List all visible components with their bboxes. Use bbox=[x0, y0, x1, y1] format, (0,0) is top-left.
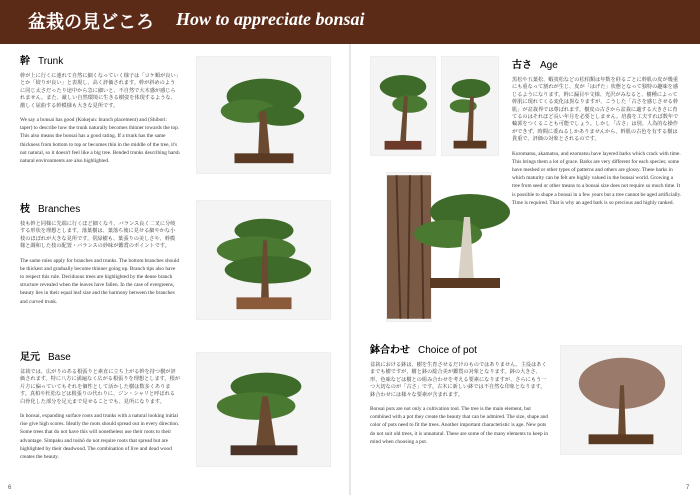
age-title-en: Age bbox=[540, 60, 558, 71]
bonsai-tall-illustration bbox=[371, 57, 435, 155]
trunk-title bbox=[20, 56, 180, 68]
bonsai-trunk-illustration bbox=[197, 57, 330, 173]
bonsai-photo-base bbox=[196, 352, 331, 467]
pot-title-jp: 鉢合わせ bbox=[370, 345, 410, 356]
age-jp-text: 黒松や五葉松、蝦夷松などの松柏類は年数を経るごとに幹肌の皮が幾重にも重なって割れが生じ、皮が「はげた」状態となって独特の趣味を感じるようになります。幹に漏目や文様、光沢がみなると、樹種によって幹肌に現れてくる変化は異なりますが、こうした「古さを感じさせる幹肌」が盆栽界では尊ばれます。樹皮の古さから盆栽に適する大きさに育てるのはそれほど長い年月を必要としません。培養を工夫すれば数年で輪郭をつくることも可能でしょう。しかし「古さ」は別。人為的な操作ができず、時間に委ねるしかありませんから、幹肌の古色を有する樹は貴重で、評価の対象とされるのです。 bbox=[512, 77, 679, 143]
bonsai-photo-pot bbox=[560, 345, 682, 455]
page-header bbox=[0, 0, 700, 44]
age-en-text: Kuromatsu, akamatsu, and ezomatsu have layered barks which crack with time. This brings them a lot of grace. Barks are very different for each species; some have meshed or other types of patterns and others are glossy. These barks in which maturity can be felt are highly valued in the bonsai world. Growing a tree from seed or other means to a bonsai size does not require so much time. It is possible to shape a bonsai in a few years but a tree cannot be aged artificially. Time is required. That is why an aged bark is so precious and highly ranked. bbox=[512, 150, 682, 206]
bonsai-photo-branches bbox=[196, 200, 331, 320]
header-title-jp: 盆栽の見どころ bbox=[28, 12, 154, 33]
branches-title-en: Branches bbox=[38, 204, 81, 215]
base-title bbox=[20, 352, 180, 364]
bonsai-base-illustration bbox=[197, 353, 330, 466]
bonsai-photo-age bbox=[441, 56, 499, 156]
trunk-en-text: We say a bonsai has good (Kokejun: branch placement) and (Shibori: taper) to describe how the trunk naturally becomes thinner towards the top. This also means the bonsai has a good rating. If a trunk has the same thickness from bottom to top or becomes thin in the middle of the tree, it's not natural, so it doesn't feel like a big tree. Bended trunks describing harsh natural environments are also highlighted. bbox=[20, 117, 180, 165]
header-title-en: How to appreciate bonsai bbox=[176, 9, 365, 29]
section-base bbox=[20, 352, 180, 461]
trunk-title-en: Trunk bbox=[38, 56, 64, 67]
pot-jp-text: 盆栽における鉢は、樹を生育させるだけのものではありません。主役はあくまでも樹ですが、樹と鉢の総合美が鑑賞の対象となります。鉢の大きさ、形、色味などは樹との組み合わせを考える要素になりますが、さらにもう一つ大切なのが「古さ」です。古木に新しい鉢では不自然な印象となります。鉢合わせには様々な要素が含まれます。 bbox=[370, 362, 547, 398]
page-number-right: 7 bbox=[686, 485, 690, 491]
section-pot bbox=[370, 345, 550, 446]
branches-title-jp: 枝 bbox=[20, 204, 30, 215]
base-title-jp: 足元 bbox=[20, 352, 40, 363]
pot-en-text: Bonsai pots are not only a cultivation tool. The tree is the main element, but combined with a pot they create the beauty that can be admired. The size, shape and color of pots need to fit the trees. Another important characteristic is age. New pots do not suit old trees, it is unnatural. These are some of the many elements to keep in mind when choosing a pot. bbox=[370, 406, 549, 445]
bonsai-shari-illustration bbox=[370, 172, 550, 302]
bonsai-photo-trunk bbox=[196, 56, 331, 174]
pot-title bbox=[370, 345, 550, 357]
bonsai-pot-illustration bbox=[561, 346, 681, 454]
bonsai-branches-illustration bbox=[197, 201, 330, 319]
bonsai-photo-trunk-tall bbox=[370, 56, 436, 156]
bonsai-photo-shari bbox=[370, 172, 550, 302]
base-title-en: Base bbox=[48, 352, 71, 363]
section-trunk bbox=[20, 56, 180, 165]
page-spine bbox=[349, 0, 351, 495]
branches-title bbox=[20, 204, 180, 216]
trunk-title-jp: 幹 bbox=[20, 56, 30, 67]
base-en-text: In bonsai, expanding surface roots and trunks with a natural looking initial rise give high scores. Ideally the roots should spread out in every direction. Some trees that do not have this will nonetheless use their roots to their advantage. Simpaku and toshō do not require roots that spread but are highlighted by their deadwood. The combination of live and dead wood creates the beauty. bbox=[20, 413, 180, 461]
section-branches bbox=[20, 204, 180, 306]
age-title bbox=[512, 60, 682, 72]
page-number-left: 6 bbox=[8, 485, 12, 491]
trunk-jp-text: 幹が上に行くに連れて自然に細くなっていく様子は「コケ順が良い」とか「絞りが良い」と表現し、高く評価されます。幹が斜めのように同じ太さだったり途中から急に細いと、不自然で大木感が感じられません。また、厳しい自然環境に生きる樹姿を体現するような、激しく屈曲する幹模様も大きな見所です。 bbox=[20, 73, 179, 109]
branches-en-text: The same rules apply for branches and trunks. The bottom branches should be thickest and gradually become thinner going up. Branch tips also have to respect this rule. Deciduous trees are highlighted by the dense branch structure revealed when the leaves have fallen. In the case of evergreens, beauty lies in their equal leaf size and the harmony between the branches and curved trunk. bbox=[20, 257, 180, 305]
age-title-jp: 古さ bbox=[512, 60, 532, 71]
pot-title-en: Choice of pot bbox=[418, 345, 477, 356]
branches-jp-text: 枝も幹と同様に先端に行くほど細くなり、バランス良く二叉に分岐する形状を理想とします。落葉樹は、葉落ち後に見せる細やかな小枝のほぼれが大きな見所です。常緑樹も、葉張りの美しさや、幹模様と調和した枝の配置・バランスの妙味が鑑賞のポイントです。 bbox=[20, 221, 176, 250]
base-jp-text: 盆栽では、広がりのある根張りと素直に立ち上がる幹を持つ樹が評価されます。特に八方に満遍なく広がる根張りを理想とします。根が片方に偏っていてもそれを個性として活かした樹は数多くあります。真柏や杜松などは根張りの代わりに、ジン・シャリと呼ばれる白骨化した部分を足元まで見せることでも、見所になります。 bbox=[20, 369, 180, 405]
bonsai-age-illustration bbox=[442, 57, 498, 155]
